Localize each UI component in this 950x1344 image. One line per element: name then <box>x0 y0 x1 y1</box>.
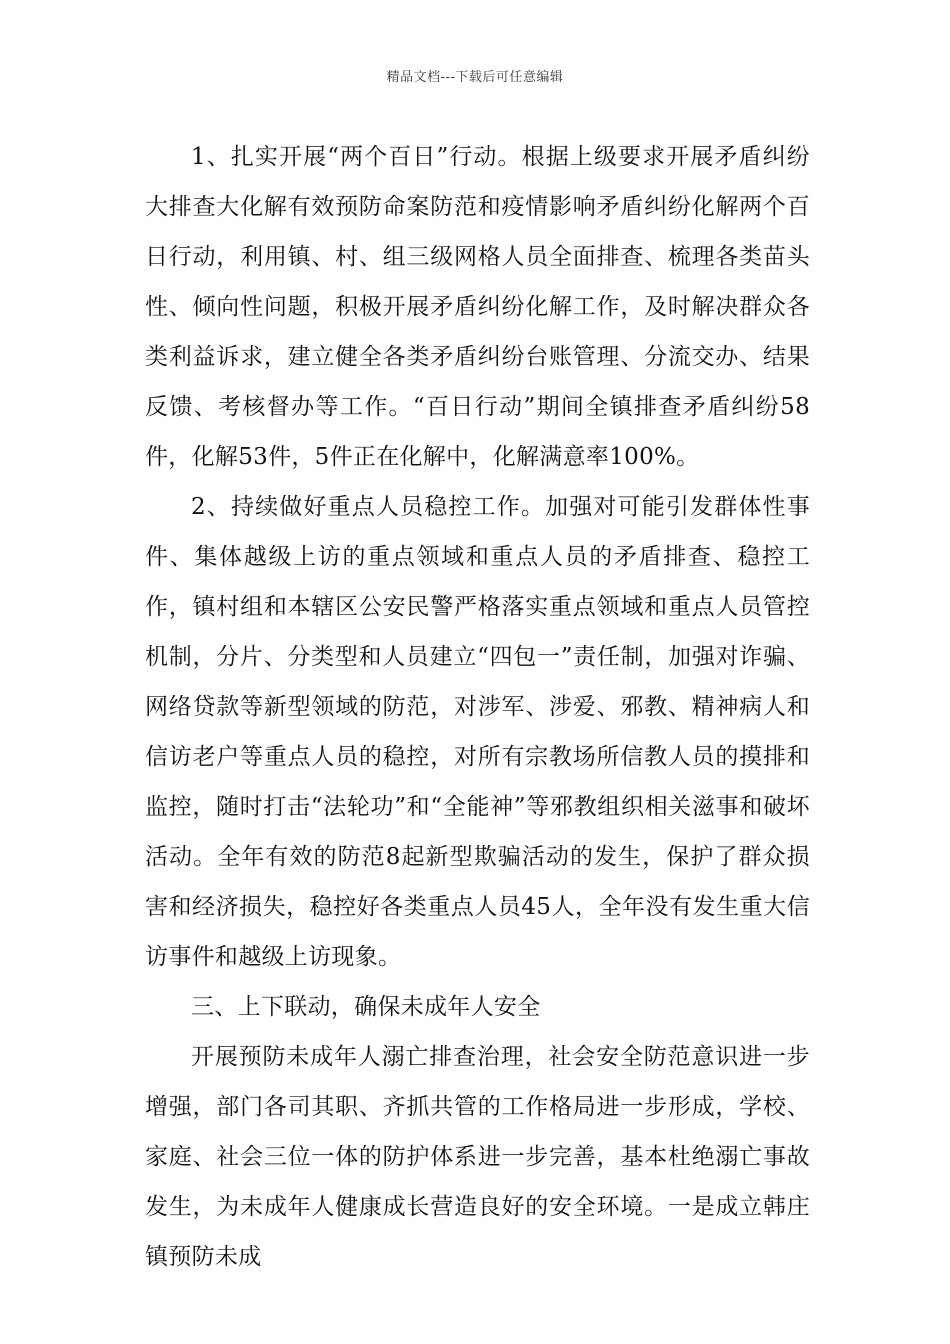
document-body <box>145 132 810 1282</box>
section-heading: 三、上下联动，确保未成年人安全 <box>191 994 541 1020</box>
paragraph-2: 2、持续做好重点人员稳控工作。加强对可能引发群体性事件、集体越级上访的重点领域和重点人员的矛盾排查、稳控工作，镇村组和本辖区公安民警严格落实重点领域和重点人员管控机制，分片、分类型和人员建立“四包一”责任制，加强对诈骗、网络贷款等新型领域的防范，对涉军、涉爱、邪教、精神病人和信访老户等重点人员的稳控，对所有宗教场所信教人员的摸排和监控，随时打击“法轮功”和“全能神”等邪教组织相关滋事和破坏活动。全年有效的防范8起新型欺骗活动的发生，保护了群众损害和经济损失，稳控好各类重点人员45人，全年没有发生重大信访事件和越级上访现象。 <box>145 494 810 970</box>
page-header: 精品文档---下载后可任意编辑 <box>386 70 564 85</box>
paragraph-1: 1、扎实开展“两个百日”行动。根据上级要求开展矛盾纠纷大排查大化解有效预防命案防范和疫情影响矛盾纠纷化解两个百日行动，利用镇、村、组三级网格人员全面排查、梳理各类苗头性、倾向性问题，积极开展矛盾纠纷化解工作，及时解决群众各类利益诉求，建立健全各类矛盾纠纷台账管理、分流交办、结果反馈、考核督办等工作。“百日行动”期间全镇排查矛盾纠纷58件，化解53件，5件正在化解中，化解满意率100%。 <box>145 144 810 470</box>
paragraph-3: 开展预防未成年人溺亡排查治理，社会安全防范意识进一步增强，部门各司其职、齐抓共管的工作格局进一步形成，学校、家庭、社会三位一体的防护体系进一步完善，基本杜绝溺亡事故发生，为未成年人健康成长营造良好的安全环境。一是成立韩庄镇预防未成 <box>145 1044 810 1270</box>
